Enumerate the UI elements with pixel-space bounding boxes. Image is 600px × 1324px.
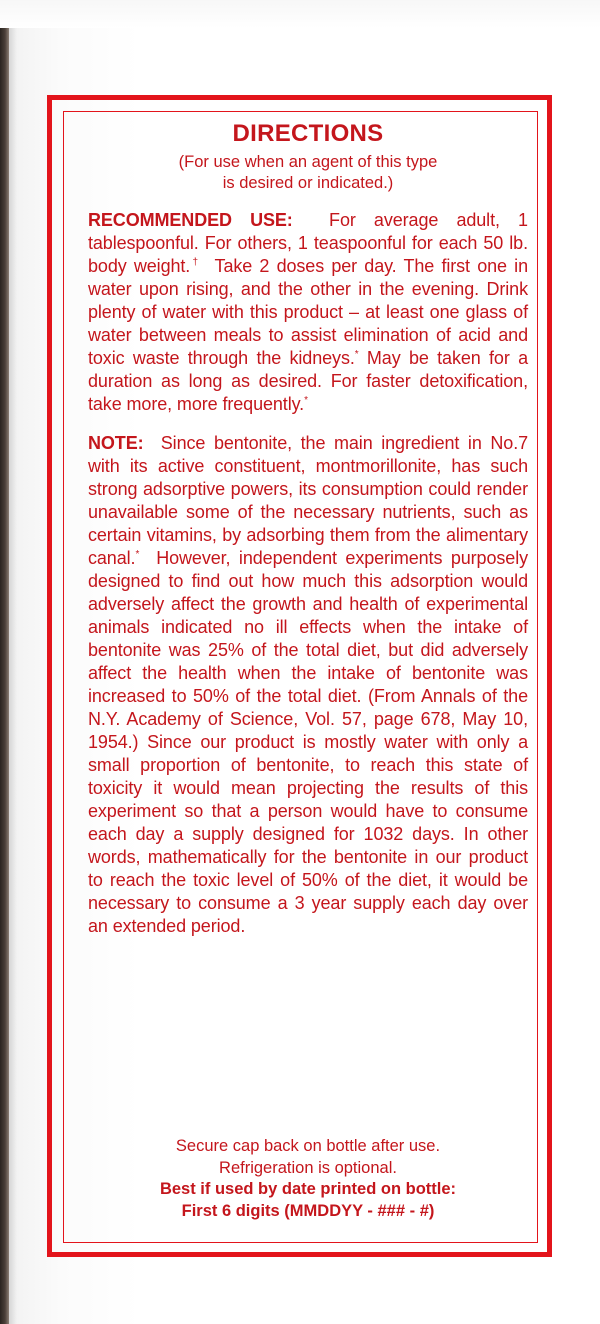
asterisk-mark-1: * xyxy=(354,349,359,360)
dagger-mark: † xyxy=(190,257,201,268)
recommended-use-lead: RECOMMENDED USE: xyxy=(88,210,293,230)
note-paragraph xyxy=(88,432,528,938)
box-side-edge xyxy=(0,28,9,1324)
box-top-edge xyxy=(0,0,600,28)
recommended-use-text-1: For average adult, 1 tablespoonful. For others, 1 teaspoonful for each 50 lb. body weight. xyxy=(88,210,528,276)
recommended-use-text-2: Take 2 doses per day. The first one in water upon rising, and the other in the evening. Drink plenty of water with this product – at least one glass of water between meals to assist elimination of acid and toxic waste through the kidneys. xyxy=(88,256,528,368)
note-text-1: Since bentonite, the main ingredient in No.7 with its active constituent, montmorillonite, has such strong adsorptive powers, its consumption could render unavailable some of the necessary nutrients, such as certain vitamins, by adsorbing them from the alimentary canal. xyxy=(88,433,529,568)
note-lead: NOTE: xyxy=(88,433,144,453)
subtitle-line-2: is desired or indicated.) xyxy=(222,174,394,192)
recommended-use-paragraph xyxy=(88,209,528,416)
note-text-2: However, independent experiments purposely designed to find out how much this adsorption would adversely affect the growth and health of experimental animals indicated no ill effects when the intake of bentonite was 25% of the total diet, but did adversely affect the health when the intake of bentonite was increased to 50% of the total diet. (From Annals of the N.Y. Academy of Science, Vol. 57, page 678, May 10, 1954.) Since our product is mostly water with only a small proportion of bentonite, to reach this state of toxicity it would mean projecting the results of this experiment so that a person would have to consume each day a supply designed for 1032 days. In other words, mathematically for the bentonite in our product to reach the toxic level of 50% of the diet, it would be necessary to consume a 3 year supply each day over an extended period. xyxy=(88,548,528,936)
footer-line-4: First 6 digits (MMDDYY - ### - #) xyxy=(181,1201,435,1220)
storage-instructions xyxy=(88,1136,528,1222)
asterisk-mark-2: * xyxy=(304,395,308,406)
subtitle-line-1: (For use when an agent of this type xyxy=(178,153,438,171)
recommended-use-text-3: May be taken for a duration as long as desired. For faster detoxification, take more, more frequently. xyxy=(88,348,528,414)
footer-line-1: Secure cap back on bottle after use. xyxy=(175,1137,441,1155)
footer-line-3: Best if used by date printed on bottle: xyxy=(159,1180,457,1198)
directions-title: DIRECTIONS xyxy=(232,120,384,147)
directions-subtitle xyxy=(88,152,528,194)
directions-content xyxy=(88,118,528,938)
box-edge-shadow xyxy=(9,28,17,1324)
asterisk-mark-3: * xyxy=(135,549,140,560)
footer-line-2: Refrigeration is optional. xyxy=(219,1158,397,1177)
